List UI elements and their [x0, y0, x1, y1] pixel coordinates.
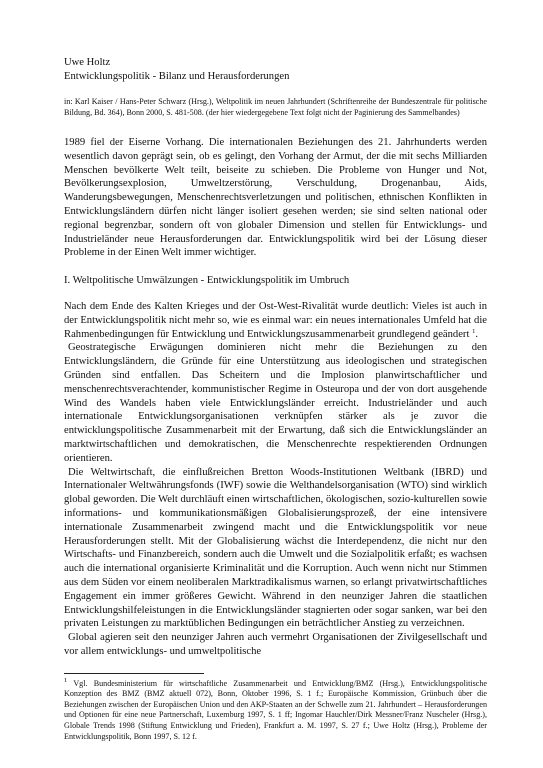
footnote-reference[interactable]: 1: [472, 327, 476, 335]
footnote-text: Vgl. Bundesministerium für wirtschaftliche Zusammenarbeit und Entwicklung/BMZ (Hrsg.), Entwicklungspolitische Konzeption des BMZ (BMZ aktuell 072), Bonn, Oktober 1996, S. 1 f.; Europäische Kommission, Grünbuch über die Beziehungen zwischen der Europäischen Union und den AKP-Staaten an der Schwelle zum 21. Jahrhundert – Herausforderungen und Optionen für eine neue Partnerschaft, Luxemburg 1997, S. 1 ff; Ingomar Hauchler/Dirk Messner/Franz Nuscheler (Hrsg.), Globale Trends 1998 (Stiftung Entwicklung und Frieden), Frankfurt a. M. 1997, S. 27 f.; Uwe Holtz (Hrsg.), Probleme der Entwicklungspolitik, Bonn 1997, S. 12 f.: [64, 678, 487, 741]
footnote-number: 1: [64, 676, 68, 684]
body-paragraph-3: Die Weltwirtschaft, die einflußreichen Bretton Woods-Institutionen Weltbank (IBRD) und Internationaler Weltwährungsfonds (IWF) sowie die Welthandelsorganisation (WTO) sind wirklich global geworden. Die Welt durchläuft einen wirtschaftlichen, ökologischen, sozio-kulturellen sowie informations- und kommunikationsmäßigen Globalisierungsprozeß, der eine intensivere internationale Zusammenarbeit zwingend macht und die Entwicklungspolitik vor neue Herausforderungen stellt. Mit der Globalisierung wächst die Interdependenz, die nicht nur den Wirtschafts- und Finanzbereich, sondern auch die Umwelt und die Sozialpolitik erfaßt; es wachsen auch die international organisierte Kriminalität und die Korruption. Auch wenn nicht nur Stimmen aus dem Süden vor einem neoliberalen Marktradikalismus warnen, so erlangt privatwirtschaftliches Engagement ein immer größeres Gewicht. Während in den neunziger Jahren die staatlichen Entwicklungshilfeleistungen in die Entwicklungsländer stagnierten oder sogar sanken, war bei den privaten Leistungen zu marktüblichen Bedingungen ein beträchtlicher Anstieg zu verzeichnen.: [64, 466, 487, 630]
body-paragraph-4: Global agieren seit den neunziger Jahren auch vermehrt Organisationen der Zivilgesellschaft und vor allem entwicklungs- und umweltpolitische: [64, 632, 487, 657]
footnote-divider: [64, 673, 204, 674]
body-paragraph-2: Geostrategische Erwägungen dominieren nicht mehr die Beziehungen zu den Entwicklungsländern, die Gründe für eine Unterstützung aus ideologischen und strategischen Gründen sind entfallen. Das Scheitern und die Implosion planwirtschaftlicher und menschenrechtsverachtender, kommunistischer Regime in Osteuropa und der von dort ausgehende Wind des Wandels haben viele Entwicklungsländer erreicht. Industrieländer und auch internationale Entwicklungsorganisationen verknüpfen stärker als je zuvor die entwicklungspolitische Zusammenarbeit mit der Erwartung, daß sich die Entwicklungsländer an marktwirtschaftlichen und demokratischen, die Menschenrechte respektierenden Ordnungen orientieren.: [64, 342, 487, 464]
footnote-1: [64, 676, 487, 743]
paragraph-text: Nach dem Ende des Kalten Krieges und der Ost-West-Rivalität wurde deutlich: Vieles ist auch in der Entwicklungspolitik nicht mehr so, wie es einmal war: ein neues internationales Umfeld hat die Rahmenbedingungen für Entwicklung und Entwicklungszusammenarbeit grundlegend geändert: [64, 300, 487, 340]
source-citation: in: Karl Kaiser / Hans-Peter Schwarz (Hrsg.), Weltpolitik im neuen Jahrhundert (Schriftenreihe der Bundeszentrale für politische Bildung, Bd. 364), Bonn 2000, S. 481-508. (der hier wiedergegebene Text folgt nicht der Paginierung des Sammelbandes): [64, 97, 487, 117]
section-heading: I. Weltpolitische Umwälzungen - Entwicklungspolitik im Umbruch: [64, 275, 350, 287]
paragraph-end: .: [475, 328, 478, 340]
author-name: Uwe Holtz: [64, 57, 111, 68]
intro-paragraph: 1989 fiel der Eiserne Vorhang. Die internationalen Beziehungen des 21. Jahrhunderts werden wesentlich davon geprägt sein, ob es gelingt, den Vorhang der Armut, der die mit sechs Milliarden Menschen bevölkerte Welt teilt, beiseite zu schieben. Die Probleme von Hunger und Not, Bevölkerungsexplosion, Umweltzerstörung, Verschuldung, Drogenanbau, Aids, Wanderungsbewegungen, Menschenrechtsverletzungen und politischen, ethnischen Konflikten in Entwicklungsländern dürfen nicht länger isoliert gesehen werden; sie sind selten national oder regional begrenzbar, sondern oft von globaler Dimension und stellen für Entwicklungs- und Industrieländer neue Herausforderungen dar. Entwicklungspolitik wird bei der Lösung dieser Probleme in der Einen Welt immer wichtiger.: [64, 137, 487, 259]
body-paragraph-1: [64, 300, 487, 341]
document-title: Entwicklungspolitik - Bilanz und Herausforderungen: [64, 71, 290, 82]
